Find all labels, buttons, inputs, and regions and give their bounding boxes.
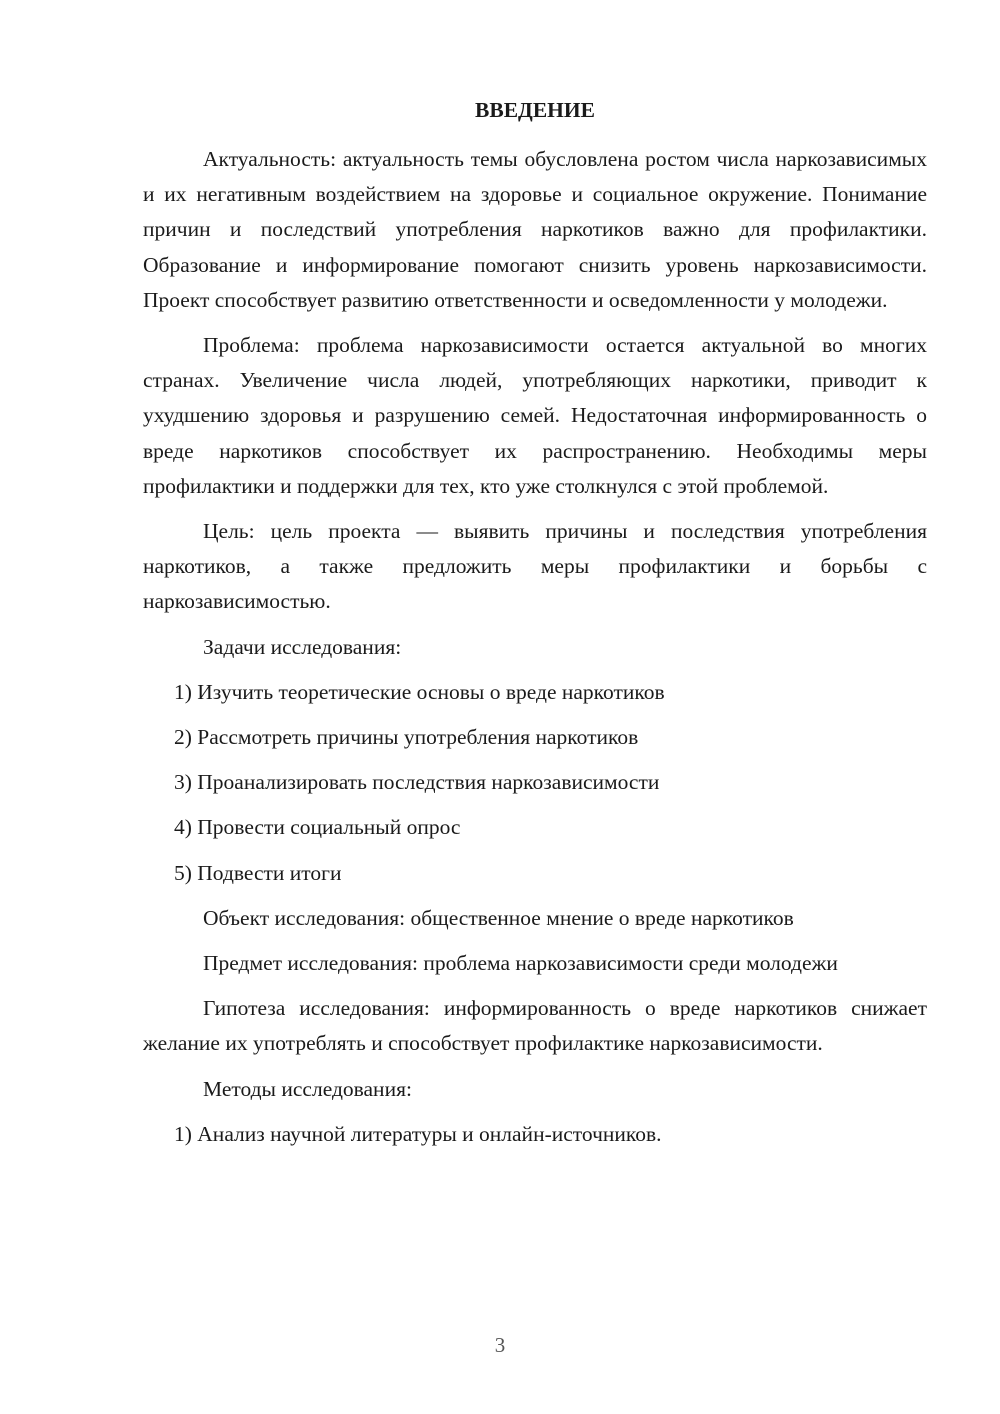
document-page xyxy=(143,92,927,1162)
object-paragraph: Объект исследования: общественное мнение о вреде наркотиков xyxy=(203,905,794,930)
task-item-2: 2) Рассмотреть причины употребления наркотиков xyxy=(174,725,639,750)
task-item-3: 3) Проанализировать последствия наркозависимости xyxy=(174,770,660,795)
task-item-1: 1) Изучить теоретические основы о вреде наркотиков xyxy=(174,679,665,704)
method-item-1: 1) Анализ научной литературы и онлайн-источников. xyxy=(174,1121,662,1146)
hypothesis-paragraph: Гипотеза исследования: информированность о вреде наркотиков снижает желание их употреблять и способствует профилактике наркозависимости. xyxy=(143,996,927,1056)
problem-paragraph: Проблема: проблема наркозависимости остается актуальной во многих странах. Увеличение числа людей, употребляющих наркотики, приводит к ухудшению здоровья и разрушению семей. Недостаточная информированность о вреде наркотиков способствует их распространению. Необходимы меры профилактики и поддержки для тех, кто уже столкнулся с этой проблемой. xyxy=(143,333,927,498)
page-number: 3 xyxy=(494,1333,506,1357)
goal-paragraph: Цель: цель проекта — выявить причины и последствия употребления наркотиков, а также предложить меры профилактики и борьбы с наркозависимостью. xyxy=(143,519,927,614)
subject-paragraph: Предмет исследования: проблема наркозависимости среди молодежи xyxy=(203,951,838,976)
task-item-4: 4) Провести социальный опрос xyxy=(174,815,461,840)
section-title: ВВЕДЕНИЕ xyxy=(475,98,595,122)
tasks-heading: Задачи исследования: xyxy=(203,634,402,659)
relevance-paragraph: Актуальность: актуальность темы обусловлена ростом числа наркозависимых и их негативным воздействием на здоровье и социальное окружение. Понимание причин и последствий употребления наркотиков важно для профилактики. Образование и информирование помогают снизить уровень наркозависимости. Проект способствует развитию ответственности и осведомленности у молодежи. xyxy=(143,147,927,312)
methods-heading: Методы исследования: xyxy=(203,1076,412,1101)
task-item-5: 5) Подвести итоги xyxy=(174,860,342,885)
